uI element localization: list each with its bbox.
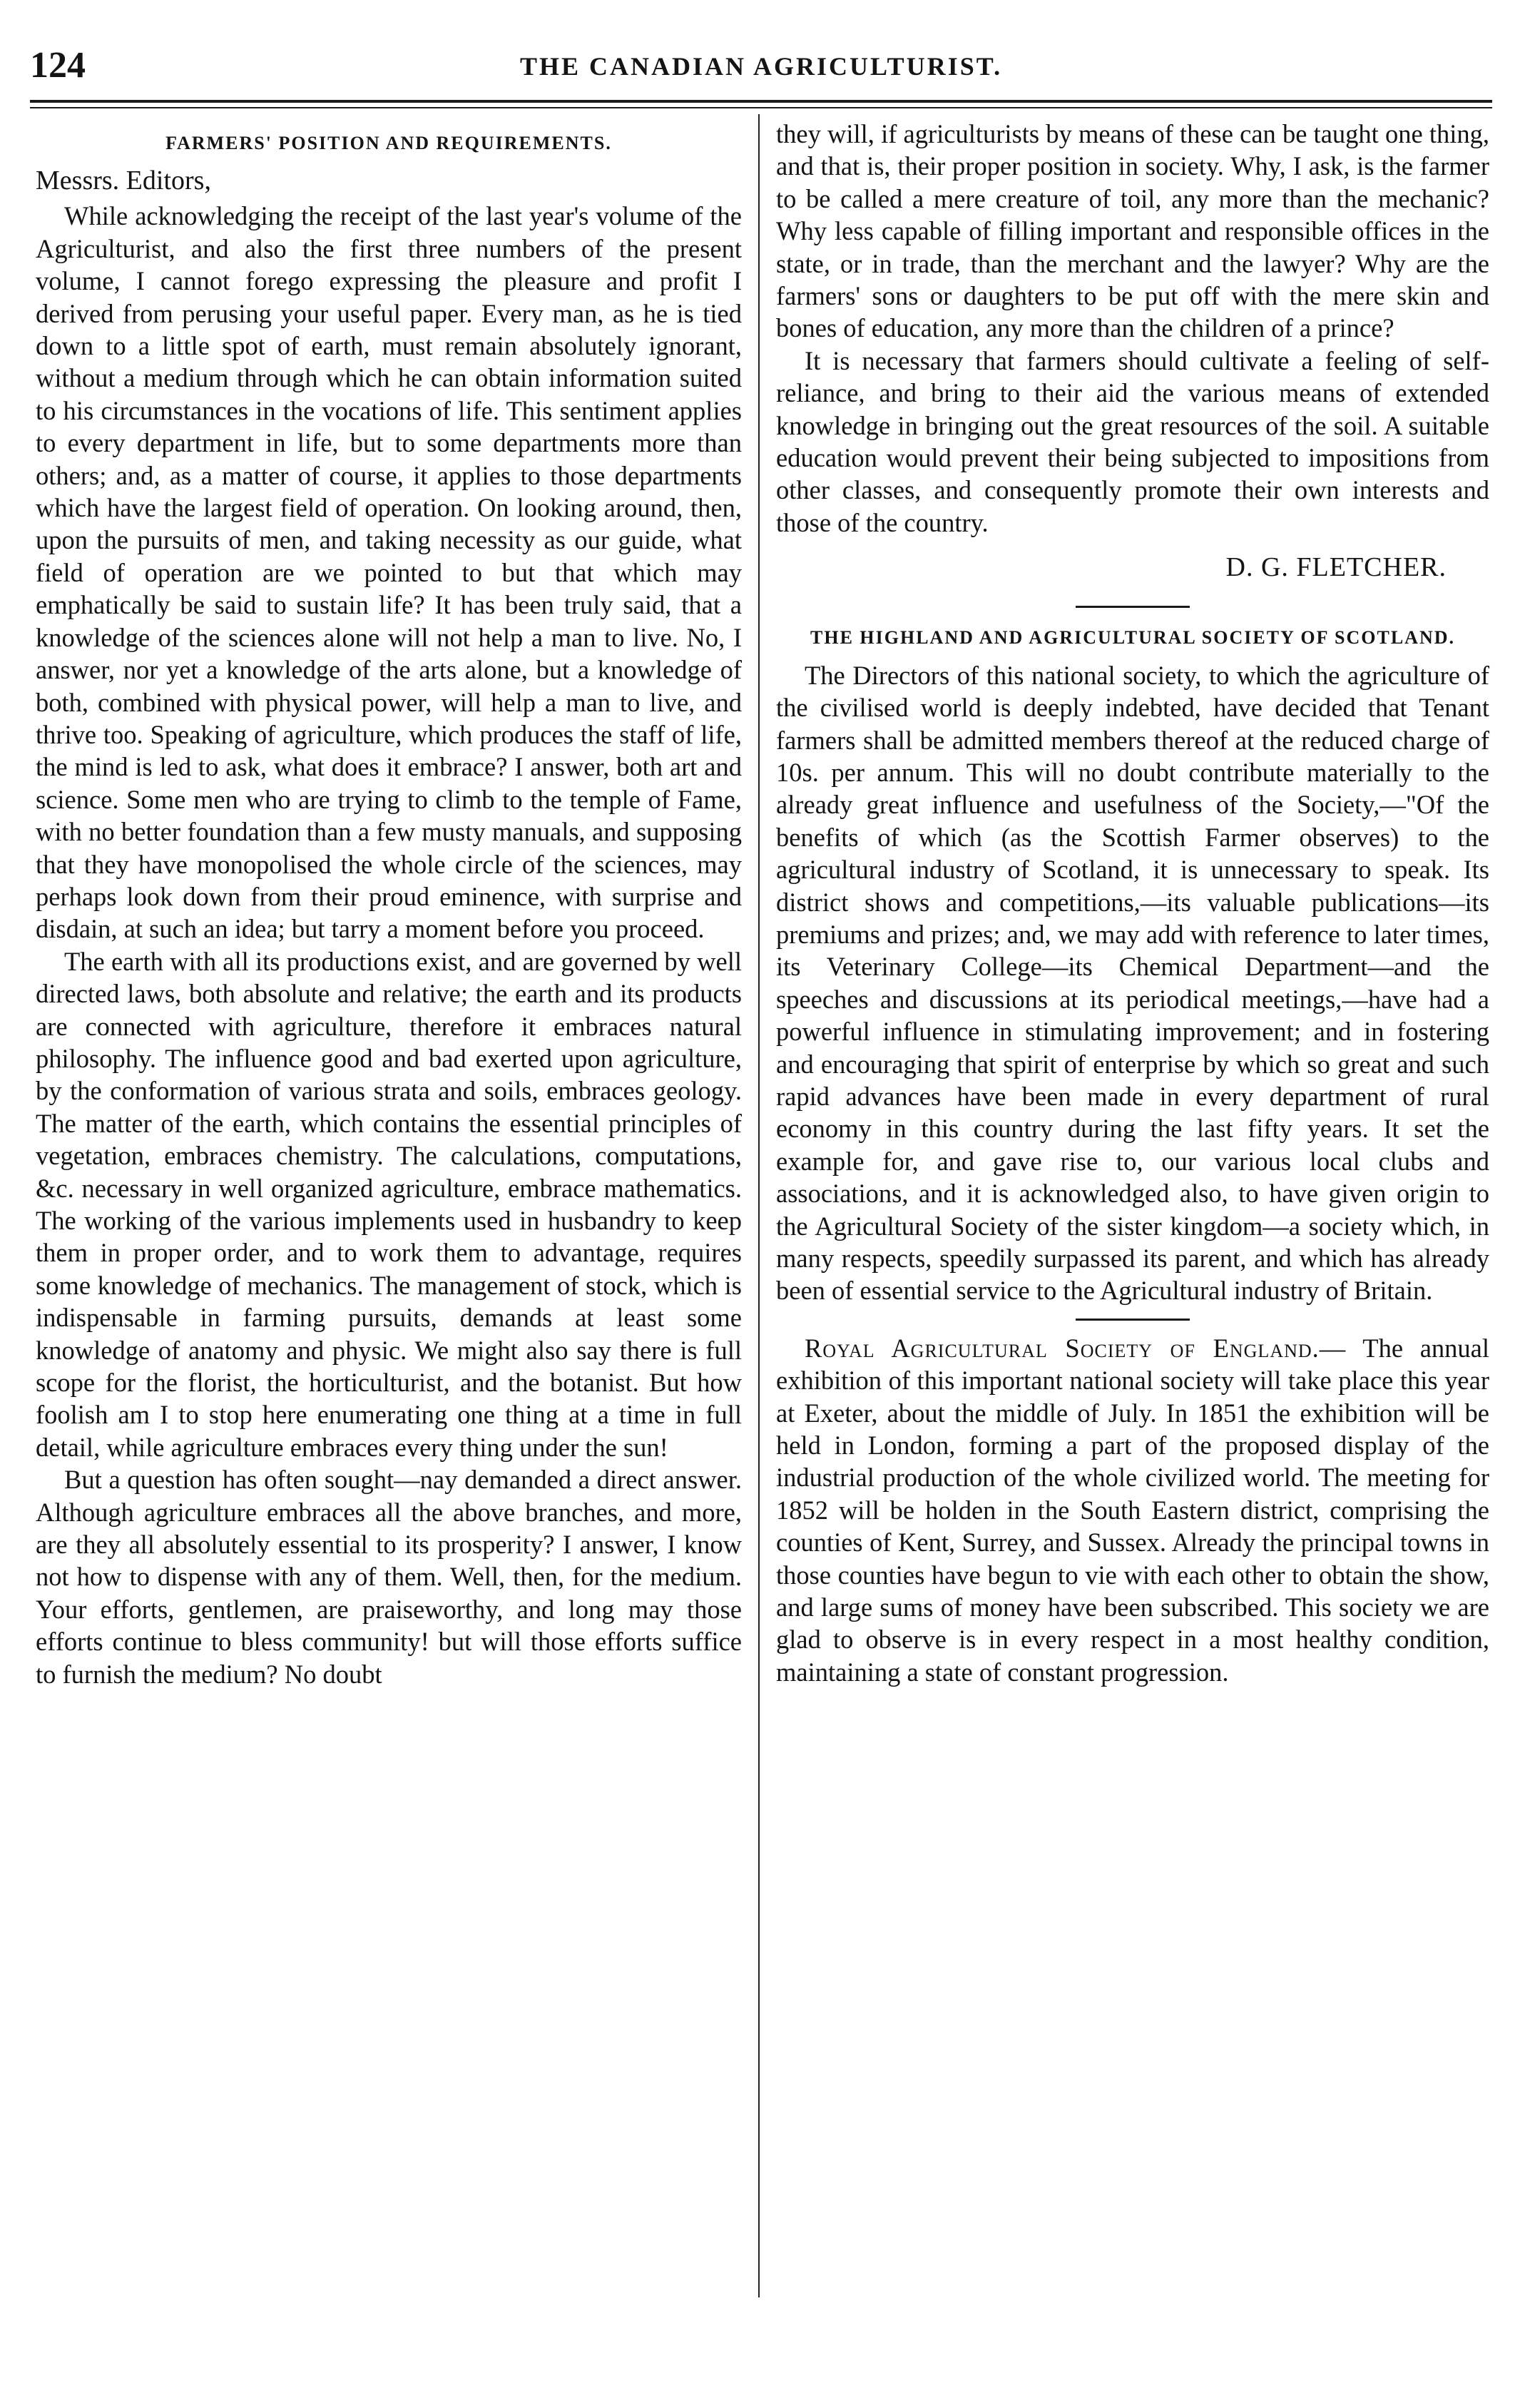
paragraph: The Directors of this national society, to which the agriculture of the civilised world is deeply indebted, have decided that Tenant farmers shall be admitted members thereof at the reduced charge of 10s. per annum. This will no doubt contribute materially to the already great influence and usefulness of the Society,—"Of the benefits of which (as the Scottish Farmer observes) to the agricultural industry of Scotland, it is unnecessary to speak. Its district shows and competitions,—its valuable publications—its premiums and prizes; and, we may add with reference to later times, its Veterinary College—its Chemical Department—and the speeches and discussions at its periodical meetings,—have had a powerful influence in stimulating improvement; and in fostering and encouraging that spirit of enterprise by which so great and such rapid advances have been made in every department of rural economy in this country during the last fifty years. It set the example for, and gave rise to, our various local clubs and associations, and it is acknowledged also, to have given origin to the Agricultural Society of the sister kingdom—a society which, in many respects, speedily surpassed its parent, and which has already been of essential service to the Agricultural industry of Britain. bbox=[776, 660, 1489, 1306]
left-column bbox=[36, 118, 742, 1690]
section-separator bbox=[1076, 1319, 1190, 1321]
header-rule-thin bbox=[30, 107, 1492, 108]
article-title-highland: THE HIGHLAND AND AGRICULTURAL SOCIETY OF SCOTLAND. bbox=[810, 626, 1455, 648]
royal-society-heading: Royal Agricultural Society of England.— bbox=[805, 1333, 1347, 1363]
paragraph: It is necessary that farmers should cultivate a feeling of self-reliance, and bring to their aid the various means of extended knowledge in bringing out the great resources of the soil. A suitable education would prevent their being subjected to impositions from other classes, and consequently promote their own interests and those of the country. bbox=[776, 345, 1489, 537]
page-number: 124 bbox=[30, 45, 86, 86]
running-title: THE CANADIAN AGRICULTURIST. bbox=[519, 52, 1003, 81]
section-separator bbox=[1076, 606, 1190, 608]
header-rule-thick bbox=[30, 100, 1492, 103]
paragraph: The earth with all its productions exist, and are governed by well directed laws, both absolute and relative; the earth and its products are connected with agriculture, therefore it embraces natural philosophy. The influence good and bad exerted upon agriculture, by the conformation of various strata and soils, embraces geology. The matter of the earth, which contains the essential principles of vegetation, embraces chemistry. The calculations, computations, &c. necessary in well organized agriculture, embrace mathematics. The working of the various implements used in husbandry to keep them in proper order, and to work them to advantage, requires some knowledge of mechanics. The management of stock, which is indispensable in farming pursuits, demands at least some knowledge of anatomy and physic. We might also say there is full scope for the florist, the horticulturist, and the botanist. But how foolish am I to stop here enumerating one thing at a time in full detail, while agriculture embraces every thing under the sun! bbox=[36, 946, 742, 1462]
right-column bbox=[776, 118, 1489, 1688]
paragraph: But a question has often sought—nay demanded a direct answer. Although agriculture embraces all the above branches, and more, are they all absolutely essential to its prosperity? I answer, I know not how to dispense with any of them. Well, then, for the medium. Your efforts, gentlemen, are praiseworthy, and long may those efforts continue to bless community! but will those efforts suffice to furnish the medium? No doubt bbox=[36, 1465, 742, 1689]
salutation: Messrs. Editors, bbox=[36, 166, 211, 195]
article-title-farmers: FARMERS' POSITION AND REQUIREMENTS. bbox=[165, 133, 612, 153]
paragraph: they will, if agriculturists by means of these can be taught one thing, and that is, their proper position in society. Why, I ask, is the farmer to be called a mere creature of toil, any more than the mechanic? Why less capable of filling important and responsible offices in the state, or in trade, than the merchant and the lawyer? Why are the farmers' sons or daughters to be put off with the mere skin and bones of education, any more than the children of a prince? bbox=[776, 119, 1489, 343]
royal-society-text: The annual exhibition of this important national society will take place this year at Exeter, about the middle of July. In 1851 the exhibition will be held in London, forming a part of the proposed display of the industrial production of the whole civilized world. The meeting for 1852 will be holden in the South Eastern district, comprising the counties of Kent, Surrey, and Sussex. Already the principal towns in those counties have begun to vie with each other to obtain the show, and large sums of money have been subscribed. This society we are glad to observe is in every respect in a most healthy condition, maintaining a state of constant progression. bbox=[776, 1333, 1490, 1687]
paragraph-royal bbox=[776, 1332, 1489, 1688]
column-divider bbox=[758, 114, 760, 2297]
paragraph: While acknowledging the receipt of the last year's volume of the Agriculturist, and also the first three numbers of the present volume, I cannot forego expressing the pleasure and profit I derived from perusing your useful paper. Every man, as he is tied down to a little spot of earth, must remain absolutely ignorant, without a medium through which he can obtain information suited to his circumstances in the vocations of life. This sentiment applies to every department in life, but to some departments more than others; and, as a matter of course, it applies to those departments which have the largest field of operation. On looking around, then, upon the pursuits of men, and taking necessity as our guide, what field of operation are we pointed to but that which may emphatically be said to sustain life? It has been truly said, that a knowledge of the sciences alone will not help a man to live. No, I answer, nor yet a knowledge of the arts alone, but a knowledge of both, combined with physical power, will help a man to live, and thrive too. Speaking of agriculture, which produces the staff of life, the mind is led to ask, what does it embrace? I answer, both art and science. Some men who are trying to climb to the temple of Fame, with no better foundation than a few musty manuals, and supposing that they have monopolised the whole circle of the sciences, may perhaps look down from their proud eminence, with surprise and disdain, at such an idea; but tarry a moment before you proceed. bbox=[36, 201, 742, 944]
page-header bbox=[30, 44, 1492, 101]
signature: D. G. FLETCHER. bbox=[1225, 552, 1447, 583]
